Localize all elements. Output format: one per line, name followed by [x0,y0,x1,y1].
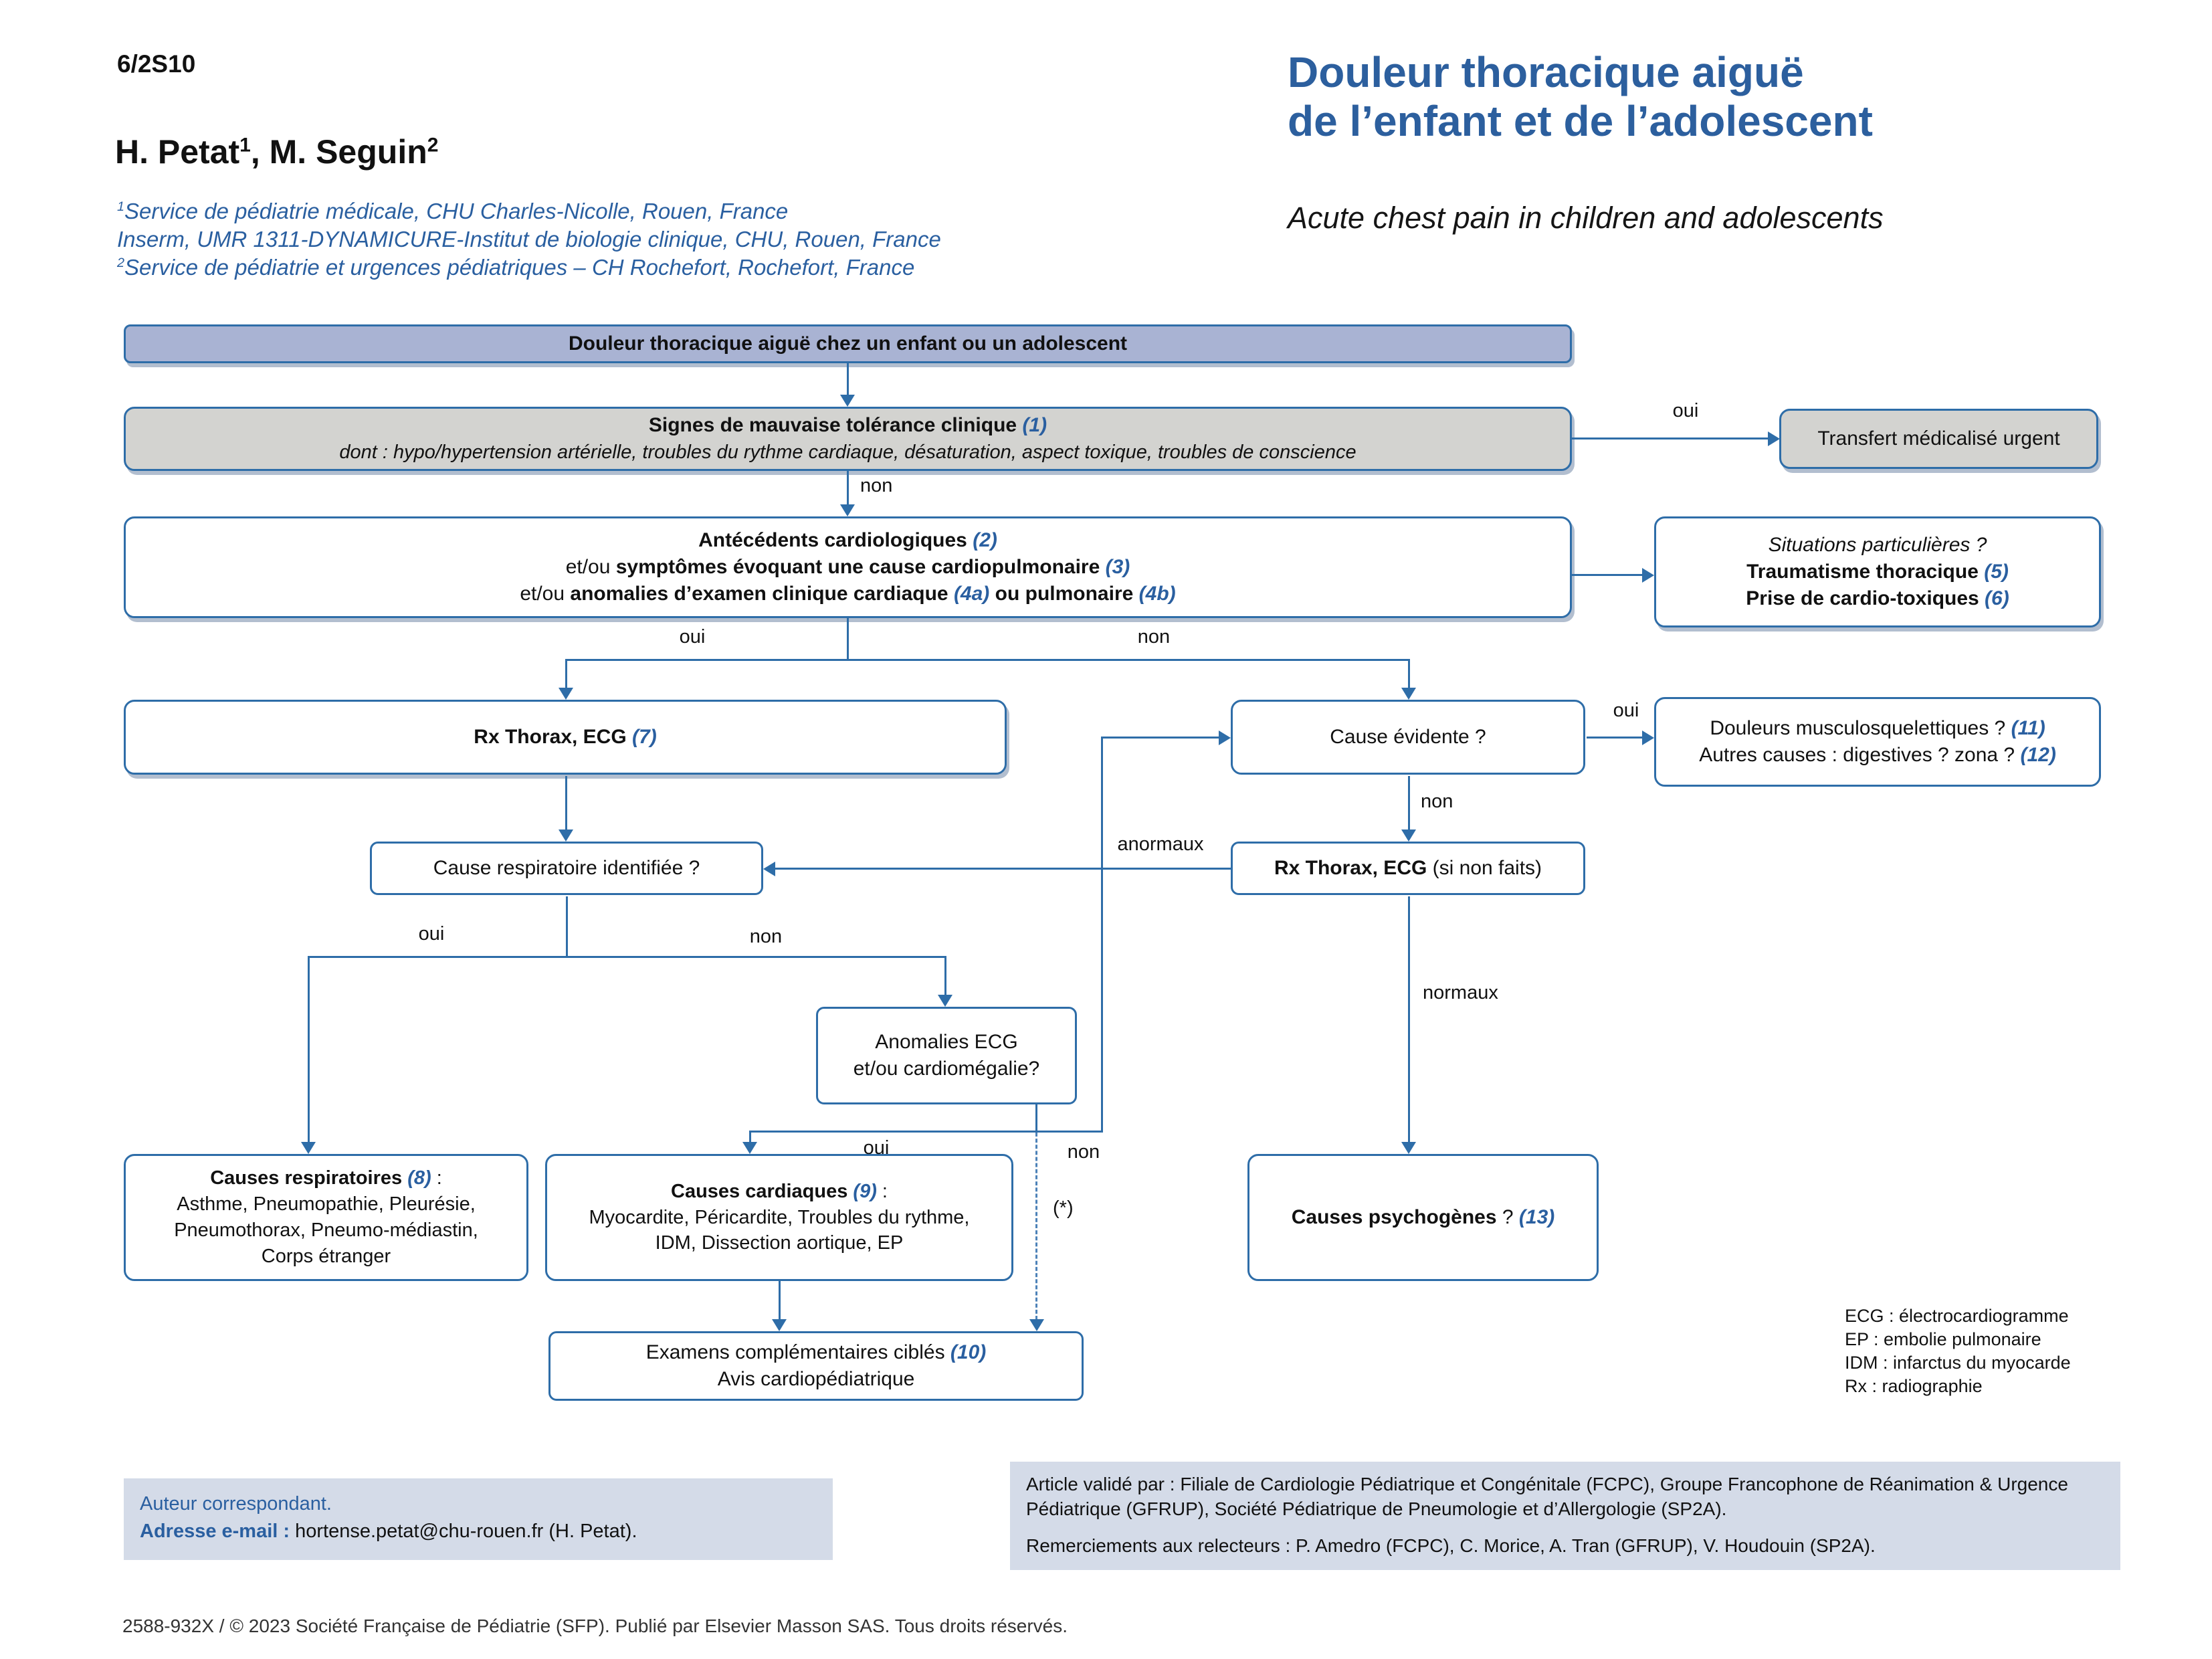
causes-resp-t: Causes respiratoires [210,1167,408,1189]
ref-12: (12) [2020,744,2056,766]
arrowhead-split-to-cause-evidente [1401,688,1416,700]
connector-rx7-to-cause-resp [565,776,567,831]
antecedents-l3a: et/ou [520,583,571,605]
node-cause-evidente [1231,700,1585,775]
ref-5: (5) [1984,560,2009,583]
connector-split-to-rx7 [565,659,567,688]
connector-cause-evidente-down [1408,776,1410,831]
rx7-label [474,724,656,751]
node-transfert-medicalise [1779,409,2098,469]
authors [115,132,438,171]
label-oui-rx7: oui [679,626,706,648]
situations-line-1: Situations particulières ? [1768,533,1987,556]
causes-card-colon: : [876,1180,888,1202]
causes-resp-b1: Asthme, Pneumopathie, Pleurésie, [177,1193,476,1215]
connector-anomalies-junction [749,1131,1103,1133]
connector-dashed-star [1035,1133,1037,1320]
affil-2-text: Inserm, UMR 1311-DYNAMICURE-Institut de biologie clinique, CHU, Rouen, France [117,227,941,252]
ref-6: (6) [1985,587,2009,610]
arrowhead-signes-to-antecedents [840,504,855,516]
affil-1-mark: 1 [117,199,125,214]
node-douleur-thoracique [124,324,1572,363]
situations-l3: Prise de cardio-toxiques [1746,587,1985,610]
label-non-cause-evidente: non [1137,626,1171,648]
rx-si-non-faits-label [1274,855,1542,882]
antecedents-l1: Antécédents cardiologiques [698,528,973,551]
abbreviation-legend [1845,1304,2071,1398]
connector-loop-to-cause-evidente [1101,737,1220,739]
correspondence-box [124,1478,833,1560]
copyright-line: 2588-932X / © 2023 Société Française de Pédiatrie (SFP). Publié par Elsevier Masson SAS. Tous droits réservés. [122,1616,1068,1636]
connector-signes-to-transfert [1572,437,1770,440]
arrowhead-anormaux [763,862,775,876]
causes-card-b1: Myocardite, Péricardite, Troubles du rythme, [589,1206,970,1228]
connector-antecedents-to-situations [1572,574,1643,576]
article-title [1288,48,1873,146]
antecedents-line-1 [698,527,997,554]
email-line [140,1518,817,1545]
rx-si-non-faits-reg: (si non faits) [1427,856,1542,879]
topbar-text: Douleur thoracique aiguë chez un enfant ou un adolescent [568,332,1128,355]
ref-7: (7) [632,725,657,748]
node-douleurs-musculosquelettiques [1654,697,2101,787]
ref-1: (1) [1022,414,1047,437]
arrowhead-rx7-to-cause-resp [559,830,573,842]
correspondant-line: Auteur correspondant. [140,1493,332,1515]
author-2: , M. Seguin [250,133,427,171]
connector-top-to-signes [847,363,849,397]
node-rx-si-non-faits [1231,842,1585,895]
node-examens-complementaires [548,1331,1084,1401]
arrowhead-loop-to-cause-evidente [1219,730,1231,745]
connector-split-to-cause-evidente [1408,659,1410,688]
douleurs-line-1 [1710,715,2045,742]
cause-respiratoire-label: Cause respiratoire identifiée ? [433,856,700,879]
situations-line-2 [1746,559,2009,585]
ref-9: (9) [853,1180,877,1202]
connector-anomalies-drop [1035,1104,1037,1133]
validation-text: Article validé par : Filiale de Cardiologie Pédiatrique et Congénitale (FCPC), Groupe Francophone de Réanimation & Urgence Pédiatrique (GFRUP), Société Pédiatrique de Pneumologie et d’Allergologie (SP2A). [1026,1474,2068,1519]
label-oui-causes-resp: oui [418,923,445,945]
situations-l2: Traumatisme thoracique [1746,560,1985,583]
label-oui-douleurs: oui [1613,700,1639,721]
arrowhead-cause-evidente-to-douleurs [1642,730,1654,745]
causes-resp-b2: Pneumothorax, Pneumo-médiastin, [174,1219,478,1241]
arrowhead-causes-card-to-examens [772,1319,787,1331]
causes-resp-title [210,1165,442,1191]
connector-cause-evidente-to-douleurs [1587,737,1645,739]
connector-loop-up [1101,737,1103,1133]
examens-line-1 [646,1339,987,1366]
arrowhead-split-to-rx7 [559,688,573,700]
legend-rx: Rx : radiographie [1845,1376,1983,1397]
connector-normaux [1408,896,1410,1143]
arrowhead-dashed-star [1029,1319,1044,1331]
connector-split-to-anomalies [944,956,946,996]
ref-4b: (4b) [1138,583,1176,605]
author-2-affil-mark: 2 [427,134,439,157]
causes-psy-label [1292,1204,1555,1231]
legend-idm: IDM : infarctus du myocarde [1845,1353,2071,1373]
signes-text: Signes de mauvaise tolérance clinique [648,414,1023,437]
affil-1-text: Service de pédiatrie médicale, CHU Charles-Nicolle, Rouen, France [124,199,789,223]
antecedents-l2b: symptômes évoquant une cause cardiopulmonaire [615,555,1106,578]
label-oui-causes-card: oui [863,1137,890,1159]
signes-line-1 [649,412,1047,439]
connector-antecedents-down [847,618,849,661]
affiliation-3 [117,254,941,282]
node-anomalies-ecg [816,1007,1077,1104]
arrowhead-signes-to-transfert [1768,431,1780,446]
causes-psy-q: ? [1496,1205,1519,1228]
situations-line-3 [1746,585,2009,612]
connector-signes-to-antecedents [847,471,849,506]
anomalies-line-2: et/ou cardiomégalie? [853,1058,1040,1080]
connector-cause-resp-split [308,956,946,958]
arrowhead-split-to-anomalies [938,995,952,1007]
cause-evidente-label: Cause évidente ? [1330,725,1486,748]
causes-card-title [671,1179,888,1205]
validation-box [1010,1462,2120,1570]
douleurs-l2: Autres causes : digestives ? zona ? [1699,744,2021,766]
label-oui-transfert: oui [1672,400,1699,421]
label-non-anomalies: non [749,926,783,947]
legend-ecg: ECG : électrocardiogramme [1845,1306,2069,1326]
node-rx-thorax-ecg [124,700,1007,775]
node-situations-particulieres [1654,516,2101,627]
affiliations [117,197,941,282]
douleurs-l1: Douleurs musculosquelettiques ? [1710,716,2011,739]
arrowhead-split-to-causes-resp [301,1142,316,1154]
email-label: Adresse e-mail : [140,1520,290,1542]
node-cause-respiratoire [370,842,763,895]
arrowhead-junction-to-causes-card [742,1142,757,1154]
title-line-2: de l’enfant et de l’adolescent [1288,96,1873,145]
email-value: hortense.petat@chu-rouen.fr (H. Petat). [290,1520,637,1542]
label-non-loop: non [1067,1141,1100,1163]
node-causes-respiratoires [124,1154,528,1281]
causes-psy-t: Causes psychogènes [1291,1205,1497,1228]
label-star: (*) [1053,1197,1074,1219]
antecedents-l3b: anomalies d’examen clinique cardiaque [570,583,954,605]
ref-10: (10) [950,1341,987,1363]
douleurs-line-2 [1699,742,2056,769]
connector-antecedents-split [565,659,1410,661]
causes-resp-colon: : [431,1167,442,1189]
antecedents-line-2 [566,554,1130,581]
arrowhead-top-to-signes [840,395,855,407]
arrowhead-cause-evidente-down [1401,830,1416,842]
connector-anormaux [775,868,1231,870]
transfert-label: Transfert médicalisé urgent [1817,427,2060,450]
affiliation-2 [117,225,941,254]
arrowhead-normaux [1401,1142,1416,1154]
legend-ep: EP : embolie pulmonaire [1845,1329,2041,1350]
label-non-antecedents: non [860,475,893,496]
affiliation-1 [117,197,941,225]
label-non-rx-si-non-faits: non [1421,791,1453,812]
examens-l1: Examens complémentaires ciblés [645,1341,950,1363]
label-anormaux: anormaux [1117,834,1204,855]
ref-3: (3) [1105,555,1130,578]
article-subtitle: Acute chest pain in children and adolescents [1288,201,1884,235]
ref-8: (8) [407,1167,431,1189]
acknowledgment-text: Remerciements aux relecteurs : P. Amedro (FCPC), C. Morice, A. Tran (GFRUP), V. Houdouin (SP2A). [1026,1535,1876,1556]
node-antecedents [124,516,1572,618]
rx-si-non-faits-bold: Rx Thorax, ECG [1274,856,1427,879]
causes-card-b2: IDM, Dissection aortique, EP [655,1232,904,1254]
node-causes-cardiaques [545,1154,1013,1281]
affil-3-text: Service de pédiatrie et urgences pédiatriques – CH Rochefort, Rochefort, France [124,255,915,280]
title-line-1: Douleur thoracique aiguë [1288,48,1804,96]
antecedents-l2a: et/ou [565,555,616,578]
node-douleur-thoracique-label [569,330,1127,357]
causes-card-t: Causes cardiaques [671,1180,853,1202]
connector-causes-card-to-examens [779,1281,781,1321]
node-causes-psychogenes [1247,1154,1599,1281]
antecedents-line-3 [520,581,1175,607]
antecedents-l3c: ou pulmonaire [989,583,1139,605]
node-signes-mauvaise-tolerance [124,407,1572,471]
author-1: H. Petat [115,133,240,171]
label-normaux: normaux [1423,982,1498,1003]
signes-line-2: dont : hypo/hypertension artérielle, troubles du rythme cardiaque, désaturation, aspect toxique, troubles de conscience [339,441,1356,463]
connector-split-to-causes-resp [308,956,310,1143]
ref-13: (13) [1518,1205,1555,1228]
rx7-text: Rx Thorax, ECG [474,725,633,748]
connector-cause-resp-down [566,896,568,958]
ref-2: (2) [973,528,997,551]
anomalies-line-1: Anomalies ECG [875,1030,1018,1053]
ref-4a: (4a) [953,583,990,605]
ref-11: (11) [2011,716,2045,739]
causes-resp-b3: Corps étranger [261,1245,391,1267]
page-code: 6/2S10 [117,50,196,78]
affil-3-mark: 2 [117,256,125,271]
author-1-affil-mark: 1 [239,134,251,157]
arrowhead-antecedents-to-situations [1642,568,1654,583]
examens-line-2: Avis cardiopédiatrique [717,1368,915,1390]
